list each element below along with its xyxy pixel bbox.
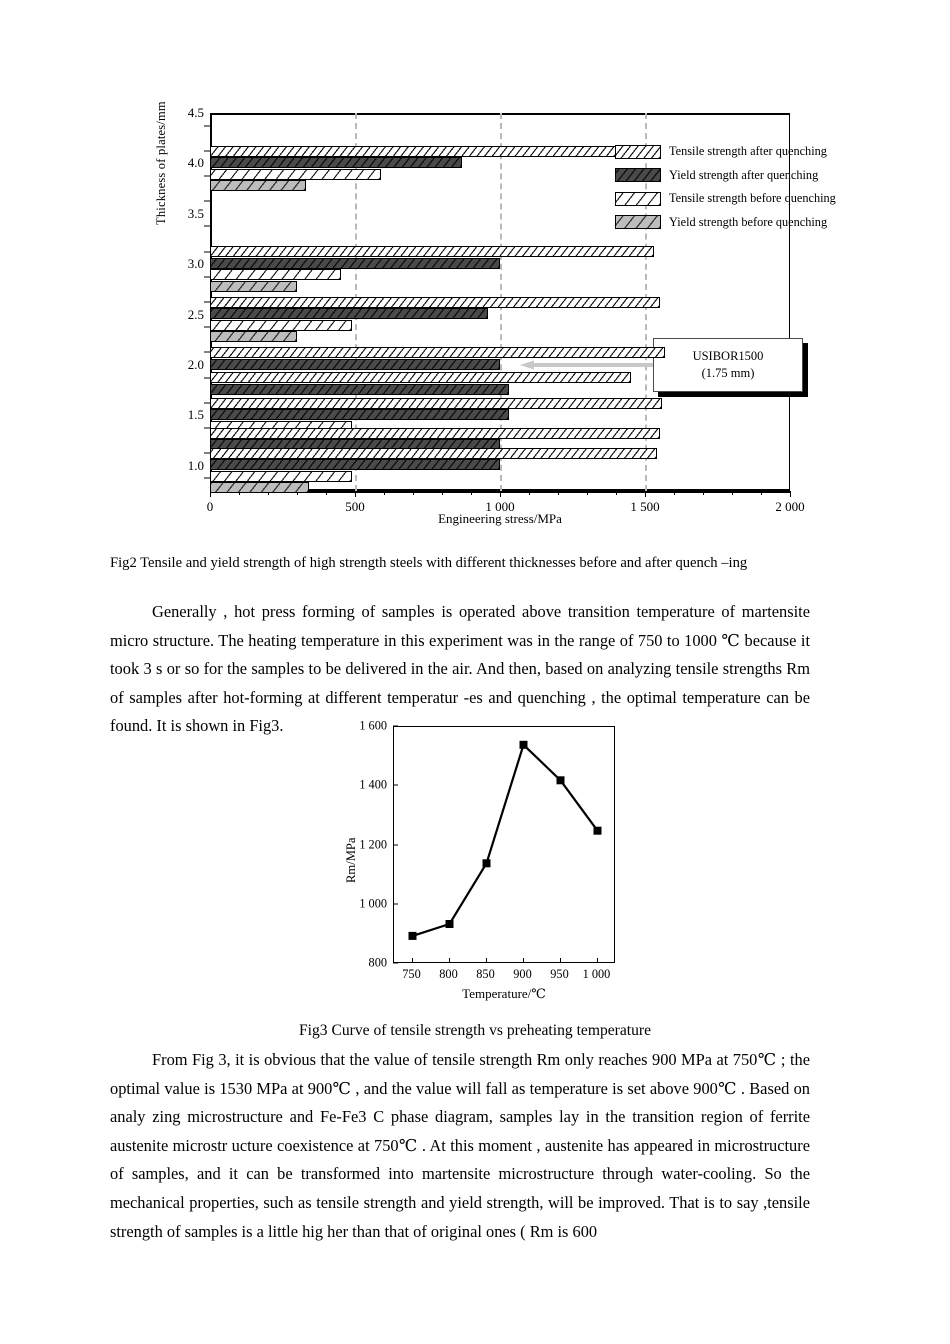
fig3-y-tick-label: 1 600 [359, 718, 387, 733]
fig2-x-tick-mark [471, 491, 472, 495]
bar-yield-after [210, 384, 509, 395]
legend-swatch-tensile-after-icon [615, 145, 661, 159]
fig3-y-tick-mark [393, 726, 398, 727]
fig2-y-tick-mark [204, 201, 210, 202]
fig2-x-tick-mark [703, 491, 704, 495]
bar-yield-after [210, 459, 500, 470]
figure-2-caption-line-1: Fig2 Tensile and yield strength of high strength steels with different thicknesses before and after [110, 555, 672, 571]
bar-tensile-after [210, 246, 654, 257]
bar-yield-after [210, 308, 488, 319]
fig3-y-tick-mark [393, 785, 398, 786]
fig3-y-tick-mark [393, 963, 398, 964]
usibor-callout-box [653, 338, 803, 392]
bar-yield-before [210, 281, 297, 292]
fig3-x-tick-mark [597, 958, 598, 963]
fig2-x-tick-label: 1 000 [485, 499, 515, 514]
fig2-y-tick-label: 2.0 [187, 357, 204, 372]
body-paragraph-1-text: Generally , hot press forming of samples is operated above transition temperature of martensite micro structure. The heating temperature in this experiment was in the range of 750 to 1000 ℃ because it took 3 s or so for the samples to be delivered in the air. And then, based on analyzing tensile strengths Rm of samples after hot-forming at different temperatur -es and quenching , the optimal temperature can be found. It is shown in Fig3. [110, 602, 810, 736]
figure-2-caption [110, 550, 810, 576]
legend-swatch-yield-after-icon [615, 168, 661, 182]
bar-tensile-after [210, 398, 662, 409]
callout-face [653, 338, 803, 392]
bar-tensile-after [210, 428, 660, 439]
bar-tensile-after [210, 297, 660, 308]
fig2-x-tick-mark [674, 491, 675, 495]
fig2-x-tick-mark [355, 491, 356, 497]
fig3-x-tick-mark [523, 958, 524, 963]
bar-yield-before [210, 331, 297, 342]
fig3-x-tick-mark [412, 958, 413, 963]
figure-3-caption [0, 1022, 950, 1040]
fig2-x-tick-mark [790, 491, 791, 497]
fig3-y-axis-title: Rm/MPa [344, 837, 358, 883]
fig2-y-tick-label: 4.5 [187, 105, 204, 120]
fig2-x-tick-mark [442, 491, 443, 495]
bar-yield-before [210, 482, 309, 493]
fig2-y-tick-label: 1.5 [187, 407, 204, 423]
fig2-y-tick-label: 1.0 [187, 457, 204, 473]
fig2-x-tick-label: 500 [345, 499, 365, 514]
figure-3-line-chart [338, 718, 628, 1008]
fig3-y-tick-label: 800 [368, 955, 387, 970]
legend-item [615, 164, 893, 188]
fig3-x-tick-mark [560, 958, 561, 963]
bar-tensile-before [210, 320, 352, 331]
fig3-series-line [394, 727, 616, 964]
fig3-x-tick-label: 1 000 [582, 967, 611, 981]
fig2-x-tick-label: 0 [206, 499, 214, 514]
fig2-x-tick-label: 1 500 [630, 499, 660, 514]
legend-item [615, 211, 893, 235]
fig2-x-tick-mark [529, 491, 530, 495]
fig3-x-axis-title: Temperature/℃ [462, 986, 546, 1001]
legend-item [615, 140, 893, 164]
fig3-x-tick-label: 800 [439, 967, 458, 981]
bar-yield-after [210, 258, 500, 269]
legend-swatch-yield-before-icon [615, 215, 661, 229]
callout-leader-line [520, 360, 655, 370]
bar-tensile-after [210, 146, 616, 157]
legend-swatch-tensile-before-icon [615, 192, 661, 206]
figure-2-caption-line-2: quench –ing [675, 555, 748, 571]
bar-yield-after [210, 359, 500, 370]
fig2-x-axis-title: Engineering stress/MPa [438, 511, 562, 526]
fig3-x-tick-mark [449, 958, 450, 963]
legend-label: Yield strength after quenching [669, 167, 819, 182]
body-paragraph-2 [110, 1046, 810, 1246]
fig3-x-tick-label: 850 [476, 967, 495, 981]
fig3-y-tick-label: 1 200 [359, 837, 387, 851]
bar-yield-before [210, 180, 306, 191]
bar-tensile-before [210, 471, 352, 482]
legend-label: Yield strength before quenching [669, 214, 828, 229]
fig2-x-tick-mark [384, 491, 385, 495]
fig3-y-tick-label: 1 400 [359, 777, 387, 792]
fig2-y-tick-label: 3.0 [187, 256, 204, 272]
fig2-legend [615, 140, 893, 234]
fig2-x-tick-mark [558, 491, 559, 495]
bar-tensile-before [210, 269, 341, 280]
fig2-y-tick-mark [204, 125, 210, 126]
fig3-y-tick-mark [393, 844, 398, 845]
fig3-x-tick-label: 950 [550, 967, 569, 981]
bar-tensile-before [210, 169, 381, 180]
bar-tensile-after [210, 448, 657, 459]
legend-label: Tensile strength after quenching [669, 144, 827, 159]
fig2-x-tick-mark [587, 491, 588, 495]
bar-tensile-after [210, 347, 665, 358]
fig2-y-axis-title: Thickness of plates/mm [154, 101, 168, 225]
fig2-x-tick-mark [500, 491, 501, 497]
bar-yield-after [210, 409, 509, 420]
fig2-x-tick-mark [732, 491, 733, 495]
fig2-x-tick-mark [616, 491, 617, 495]
fig2-x-tick-label: 2 000 [775, 499, 805, 514]
bar-yield-after [210, 157, 462, 168]
fig3-plot-area [393, 726, 615, 963]
fig2-y-tick-label: 3.5 [187, 205, 204, 221]
fig2-x-tick-mark [645, 491, 646, 497]
figure-2-bar-chart [154, 101, 890, 530]
legend-item [615, 187, 893, 211]
legend-label: Tensile strength before quenching [669, 191, 836, 206]
fig2-y-tick-mark [204, 226, 210, 227]
fig3-y-tick-mark [393, 903, 398, 904]
callout-line-1: USIBOR1500 [692, 349, 764, 364]
fig2-x-tick-mark [326, 491, 327, 495]
fig2-x-tick-mark [413, 491, 414, 495]
fig3-x-tick-label: 750 [402, 967, 421, 981]
fig3-y-tick-label: 1 000 [359, 896, 387, 911]
callout-line-2: (1.75 mm) [701, 366, 755, 380]
fig2-x-tick-mark [761, 491, 762, 495]
fig2-y-tick-label: 4.0 [187, 155, 204, 171]
figure-3-caption-text: Fig3 Curve of tensile strength vs preheating temperature [298, 1022, 652, 1039]
fig3-x-tick-mark [486, 958, 487, 963]
bar-tensile-after [210, 372, 631, 383]
fig3-x-tick-label: 900 [513, 967, 532, 981]
fig2-y-tick-label: 2.5 [187, 306, 204, 322]
body-paragraph-2-text: From Fig 3, it is obvious that the value of tensile strength Rm only reaches 900 MPa at 750℃ ; the optimal value is 1530 MPa at 900℃ , and the value will fall as temperature is set above 900℃ . Based on analy zing microstructure and Fe-Fe3 C phase diagram, samples lay in the transition region of ferrite austenite microstr ucture coexistence at 750℃ . At this moment , austenite has appeared in microstructure of samples, and it can be transformed into martensite microstructure through water-cooling. So the mechanical properties, such as tensile strength and yield strength, will be improved. That is to say ,tensile strength of samples is a little hig her than that of original ones ( Rm is 600 [110, 1050, 810, 1241]
